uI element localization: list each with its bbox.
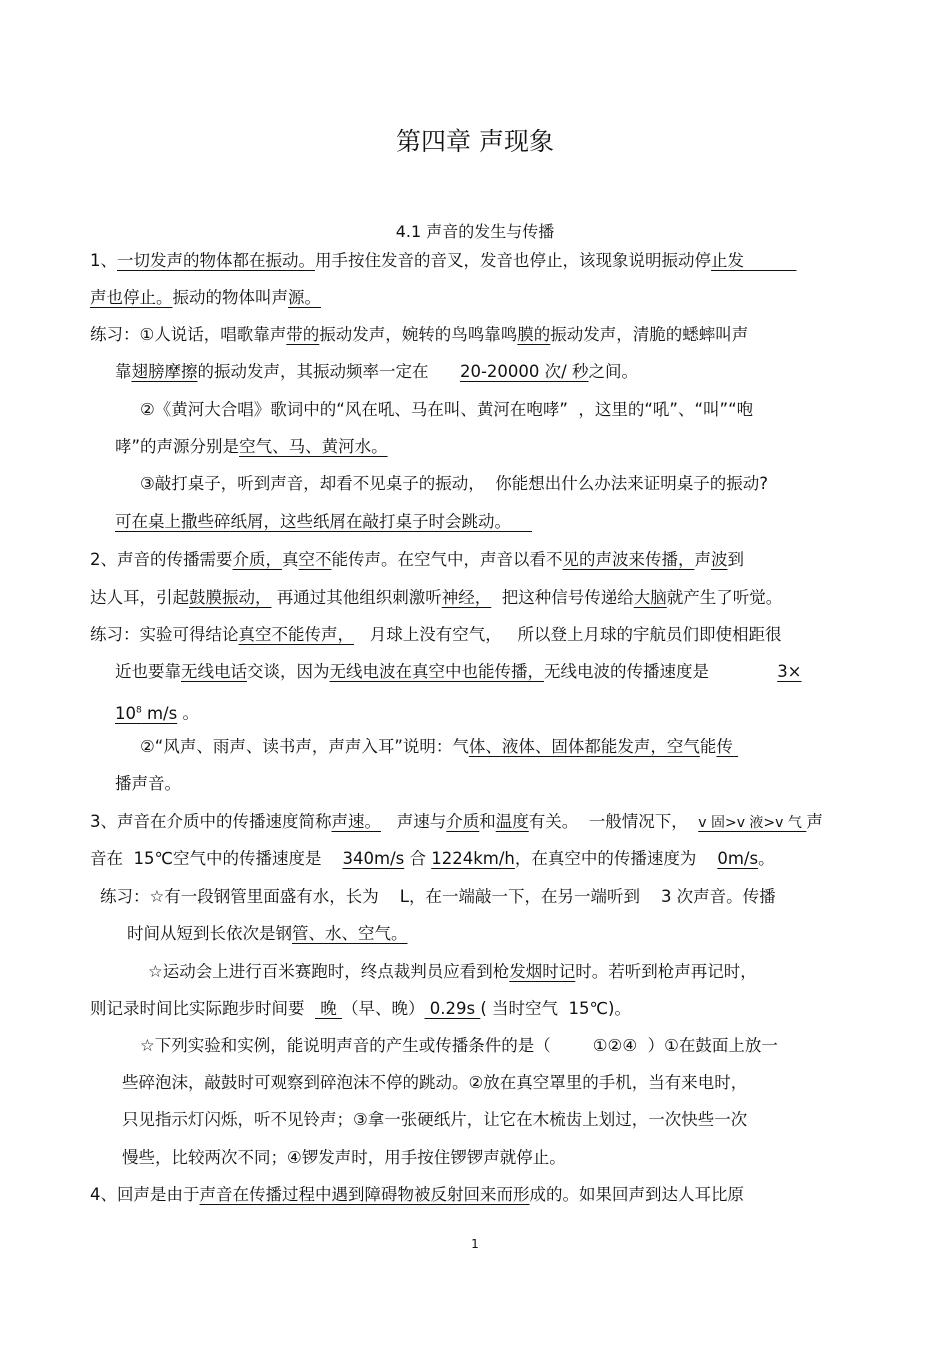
text-line: 练习：①人说话，唱歌靠声带的振动发声，婉转的鸟鸣靠鸣膜的振动发声，清脆的蟋蟀叫声 xyxy=(90,325,749,344)
text-line: 练习：实验可得结论真空不能传声， 月球上没有空气， 所以登上月球的宇航员们即使相距很 xyxy=(90,625,782,644)
text-line: 只见指示灯闪烁，听不见铃声；③拿一张硬纸片，让它在木梳齿上划过，一次快些一次 xyxy=(122,1110,748,1129)
section-heading: 4.1 声音的发生与传播 xyxy=(395,222,555,241)
text-line: ③敲打桌子，听到声音，却看不见桌子的振动， 你能想出什么办法来证明桌子的振动? xyxy=(140,474,769,493)
text-line: 达人耳，引起鼓膜振动， 再通过其他组织刺激听神经， 把这种信号传递给大脑就产生了听觉。 xyxy=(90,588,783,607)
text-line: 近也要靠无线电话交谈，因为无线电波在真空中也能传播，无线电波的传播速度是 3× xyxy=(115,662,802,681)
page-number: 1 xyxy=(471,1237,479,1251)
text-line: ②《黄河大合唱》歌词中的“风在吼、马在叫、黄河在咆哮” ，这里的“吼”、“叫”“咆 xyxy=(140,400,754,419)
text-line: 靠翅膀摩擦的振动发声，其振动频率一定在 20-20000 次/ 秒之间。 xyxy=(115,362,638,381)
chapter-title: 第四章 声现象 xyxy=(396,127,554,156)
text-line: 可在桌上撒些碎纸屑，这些纸屑在敲打桌子时会跳动。 xyxy=(115,512,532,531)
text-line: 练习：☆有一段钢管里面盛有水，长为 L，在一端敲一下，在另一端听到 3 次声音。传播 xyxy=(100,887,776,906)
text-line: 些碎泡沫，敲鼓时可观察到碎泡沫不停的跳动。②放在真空罩里的手机，当有来电时， xyxy=(122,1073,748,1092)
text-line: 时间从短到长依次是钢管、水、空气。 xyxy=(127,924,408,943)
text-line: $10^8$ m/s 。 xyxy=(115,703,199,723)
text-line: 音在 15℃空气中的传播速度是 340m/s 合 1224km/h，在真空中的传播速度为 0m/s。 xyxy=(90,849,775,868)
text-line: 则记录时间比实际跑步时间要 晚 （早、晚） 0.29s ( 当时空气 15℃)。 xyxy=(90,999,631,1018)
text-line: 声也停止。振动的物体叫声源。 xyxy=(90,288,321,307)
text-line: ②“风声、雨声、读书声，声声入耳”说明：气体、液体、固体都能发声，空气能传 xyxy=(140,737,739,756)
text-line: ☆运动会上进行百米赛跑时，终点裁判员应看到枪发烟时记时。若听到枪声再记时， xyxy=(148,962,757,981)
text-line: 3、声音在介质中的传播速度简称声速。 声速与介质和温度有关。 一般情况下， v 固>v 液>v 气 声 xyxy=(90,812,823,831)
text-line: 哮”的声源分别是空气、马、黄河水。 xyxy=(115,437,388,456)
text-line: 慢些，比较两次不同；④锣发声时，用手按住锣锣声就停止。 xyxy=(122,1148,566,1167)
text-line: 2、声音的传播需要介质，真空不能传声。在空气中，声音以看不见的声波来传播，声波到 xyxy=(90,550,744,569)
text-line: 1、一切发声的物体都在振动。用手按住发音的音叉，发音也停止，该现象说明振动停止发 xyxy=(90,251,744,270)
text-line: 播声音。 xyxy=(115,774,181,793)
text-line: 4、回声是由于声音在传播过程中遇到障碍物被反射回来而形成的。如果回声到达人耳比原 xyxy=(90,1185,744,1204)
text-line: ☆下列实验和实例，能说明声音的产生或传播条件的是（ ①②④ ）①在鼓面上放一 xyxy=(140,1036,778,1055)
